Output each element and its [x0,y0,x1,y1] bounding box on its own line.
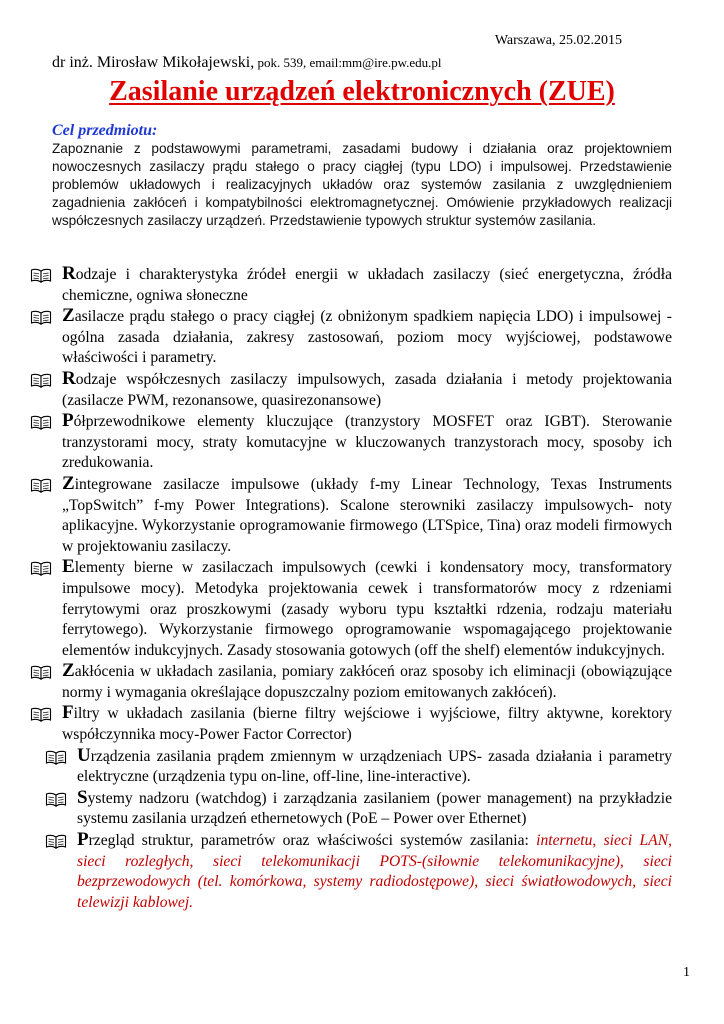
topic-item: Zakłócenia w układach zasilania, pomiary zakłóceń oraz sposoby ich eliminacji (obowiązujące normy i wymagania określające dopuszczalny poziom emitowanych zakłóceń). [30,662,672,703]
topic-item: Elementy bierne w zasilaczach impulsowych (cewki i kondensatory mocy, transformatory impulsowe mocy). Metodyka projektowania cewek i transformatorów mocy z rdzeniami ferrytowymi oraz proszkowymi (zasady wyboru typu kształtki rdzenia, rodzaju materiału ferrytowego). Wykorzystanie firmowego oprogramowanie wspomagającego projektowanie elementów indukcyjnych. Zasady stosowania gotowych (off the shelf) elementów indukcyjnych. [30,558,672,661]
book-bullet-icon [30,310,52,325]
subtopic-item: Urządzenia zasilania prądem zmiennym w urządzeniach UPS- zasada działania i parametry elektryczne (urządzenia typu on-line, off-line, line-interactive). [30,747,672,788]
book-bullet-icon [30,373,52,388]
book-bullet-icon [45,834,67,849]
topic-list [30,265,672,914]
topic-item: Półprzewodnikowe elementy kluczujące (tranzystory MOSFET oraz IGBT). Sterowanie tranzystorami mocy, straty komutacyjne w kluczowanych tranzystorach mocy, sposoby ich zredukowania. [30,412,672,474]
topic-item: Rodzaje i charakterystyka źródeł energii w układach zasilaczy (sieć energetyczna, źródła chemiczne, ogniwa słoneczne [30,265,672,306]
course-goal-text: Zapoznanie z podstawowymi parametrami, zasadami budowy i działania oraz projektowniem nowoczesnych zasilaczy prądu stałego o pracy ciągłej (typu LDO) i impulsowej. Przedstawienie problemów układowych i realizacyjnych układów oraz systemów zasilania z uwzględnieniem zagadnienia zakłóceń i kompatybilności elektromagnetycznej. Omówienie przykładowych realizacji współczesnych zasilaczy urządzeń. Przedstawienie typowych struktur systemów zasilania. [52,141,672,228]
document-date: Warszawa, 25.02.2015 [494,33,622,48]
book-bullet-icon [30,665,52,680]
topic-item: Filtry w układach zasilania (bierne filtry wejściowe i wyjściowe, filtry aktywne, korektory współczynnika mocy-Power Factor Corrector) [30,704,672,745]
topic-item: Zintegrowane zasilacze impulsowe (układy f-my Linear Technology, Texas Instruments „TopSwitch” f-my Power Integrations). Scalone sterowniki zasilaczy impulsowych- noty aplikacyjne. Wykorzystanie oprogramowanie firmowego (LTSpice, Tina) oraz modeli firmowych w projektowaniu zasilaczy. [30,475,672,557]
highlighted-systems-list: internetu, sieci LAN, sieci rozległych, sieci telekomunikacji POTS-(siłownie telekomunikacyjne), sieci bezprzewodowych (tel. komórkowa, systemy radiodostępowe), sieci światłowodowych, sieci telewizji kablowej. [77,832,672,911]
course-goal-heading: Cel przedmiotu: [52,122,158,139]
book-bullet-icon [30,561,52,576]
document-title: Zasilanie urządzeń elektronicznych (ZUE) [109,76,615,107]
book-bullet-icon [30,707,52,722]
book-bullet-icon [45,750,67,765]
book-bullet-icon [30,268,52,283]
topic-item: Zasilacze prądu stałego o pracy ciągłej (z obniżonym spadkiem napięcia LDO) i impulsowej - ogólna zasada działania, zakresy zastosowań, poziom mocy wyjściowej, podstawowe właściwości i parametry. [30,307,672,369]
book-bullet-icon [30,478,52,493]
book-bullet-icon [30,415,52,430]
subtopic-item: Systemy nadzoru (watchdog) i zarządzania zasilaniem (power management) na przykładzie systemu zasilania urządzeń ethernetowych (PoE – Power over Ethernet) [30,789,672,830]
author-name: dr inż. Mirosław Mikołajewski, [52,54,255,71]
page-number: 1 [683,965,690,980]
subtopic-item: Przegląd struktur, parametrów oraz właściwości systemów zasilania: internetu, sieci LAN, sieci rozległych, sieci telekomunikacji POTS-(siłownie telekomunikacyjne), sieci bezprzewodowych (tel. komórkowa, systemy radiodostępowe), sieci światłowodowych, sieci telewizji kablowej. [30,831,672,913]
author-details: pok. 539, email:mm@ire.pw.edu.pl [254,55,442,70]
author-line [52,54,442,72]
book-bullet-icon [45,792,67,807]
topic-item: Rodzaje współczesnych zasilaczy impulsowych, zasada działania i metody projektowania (zasilacze PWM, rezonansowe, quasirezonansowe) [30,370,672,411]
course-goal [52,122,672,230]
